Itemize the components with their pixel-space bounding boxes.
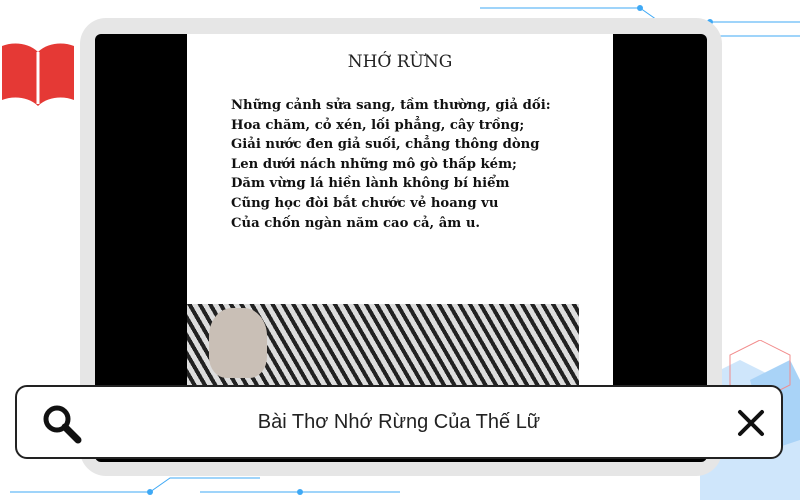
poem-line: Hoa chăm, cỏ xén, lối phẳng, cây trồng; bbox=[231, 117, 525, 133]
person-photo bbox=[209, 308, 267, 378]
tiger-illustration bbox=[187, 304, 579, 394]
poem-title: NHỚ RỪNG bbox=[347, 52, 453, 72]
poem-line: Len dưới nách những mô gò thấp kém; bbox=[231, 156, 517, 172]
poem-line: Những cảnh sửa sang, tầm thường, giả dối: bbox=[231, 98, 551, 113]
poem-line: Của chốn ngàn năm cao cả, âm u. bbox=[231, 215, 481, 231]
search-input[interactable]: Bài Thơ Nhớ Rừng Của Thế Lữ bbox=[257, 411, 541, 433]
poem-line: Giải nước đen giả suối, chẳng thông dòng bbox=[231, 137, 540, 153]
poem-text bbox=[231, 96, 551, 233]
poem-page bbox=[187, 34, 613, 394]
close-icon[interactable] bbox=[737, 409, 765, 437]
poem-line: Dăm vừng lá hiền lành không bí hiểm bbox=[231, 176, 510, 192]
search-bar[interactable] bbox=[15, 385, 783, 459]
book-icon bbox=[0, 38, 76, 108]
poem-line: Cũng học đòi bắt chước vẻ hoang vu bbox=[231, 195, 499, 211]
